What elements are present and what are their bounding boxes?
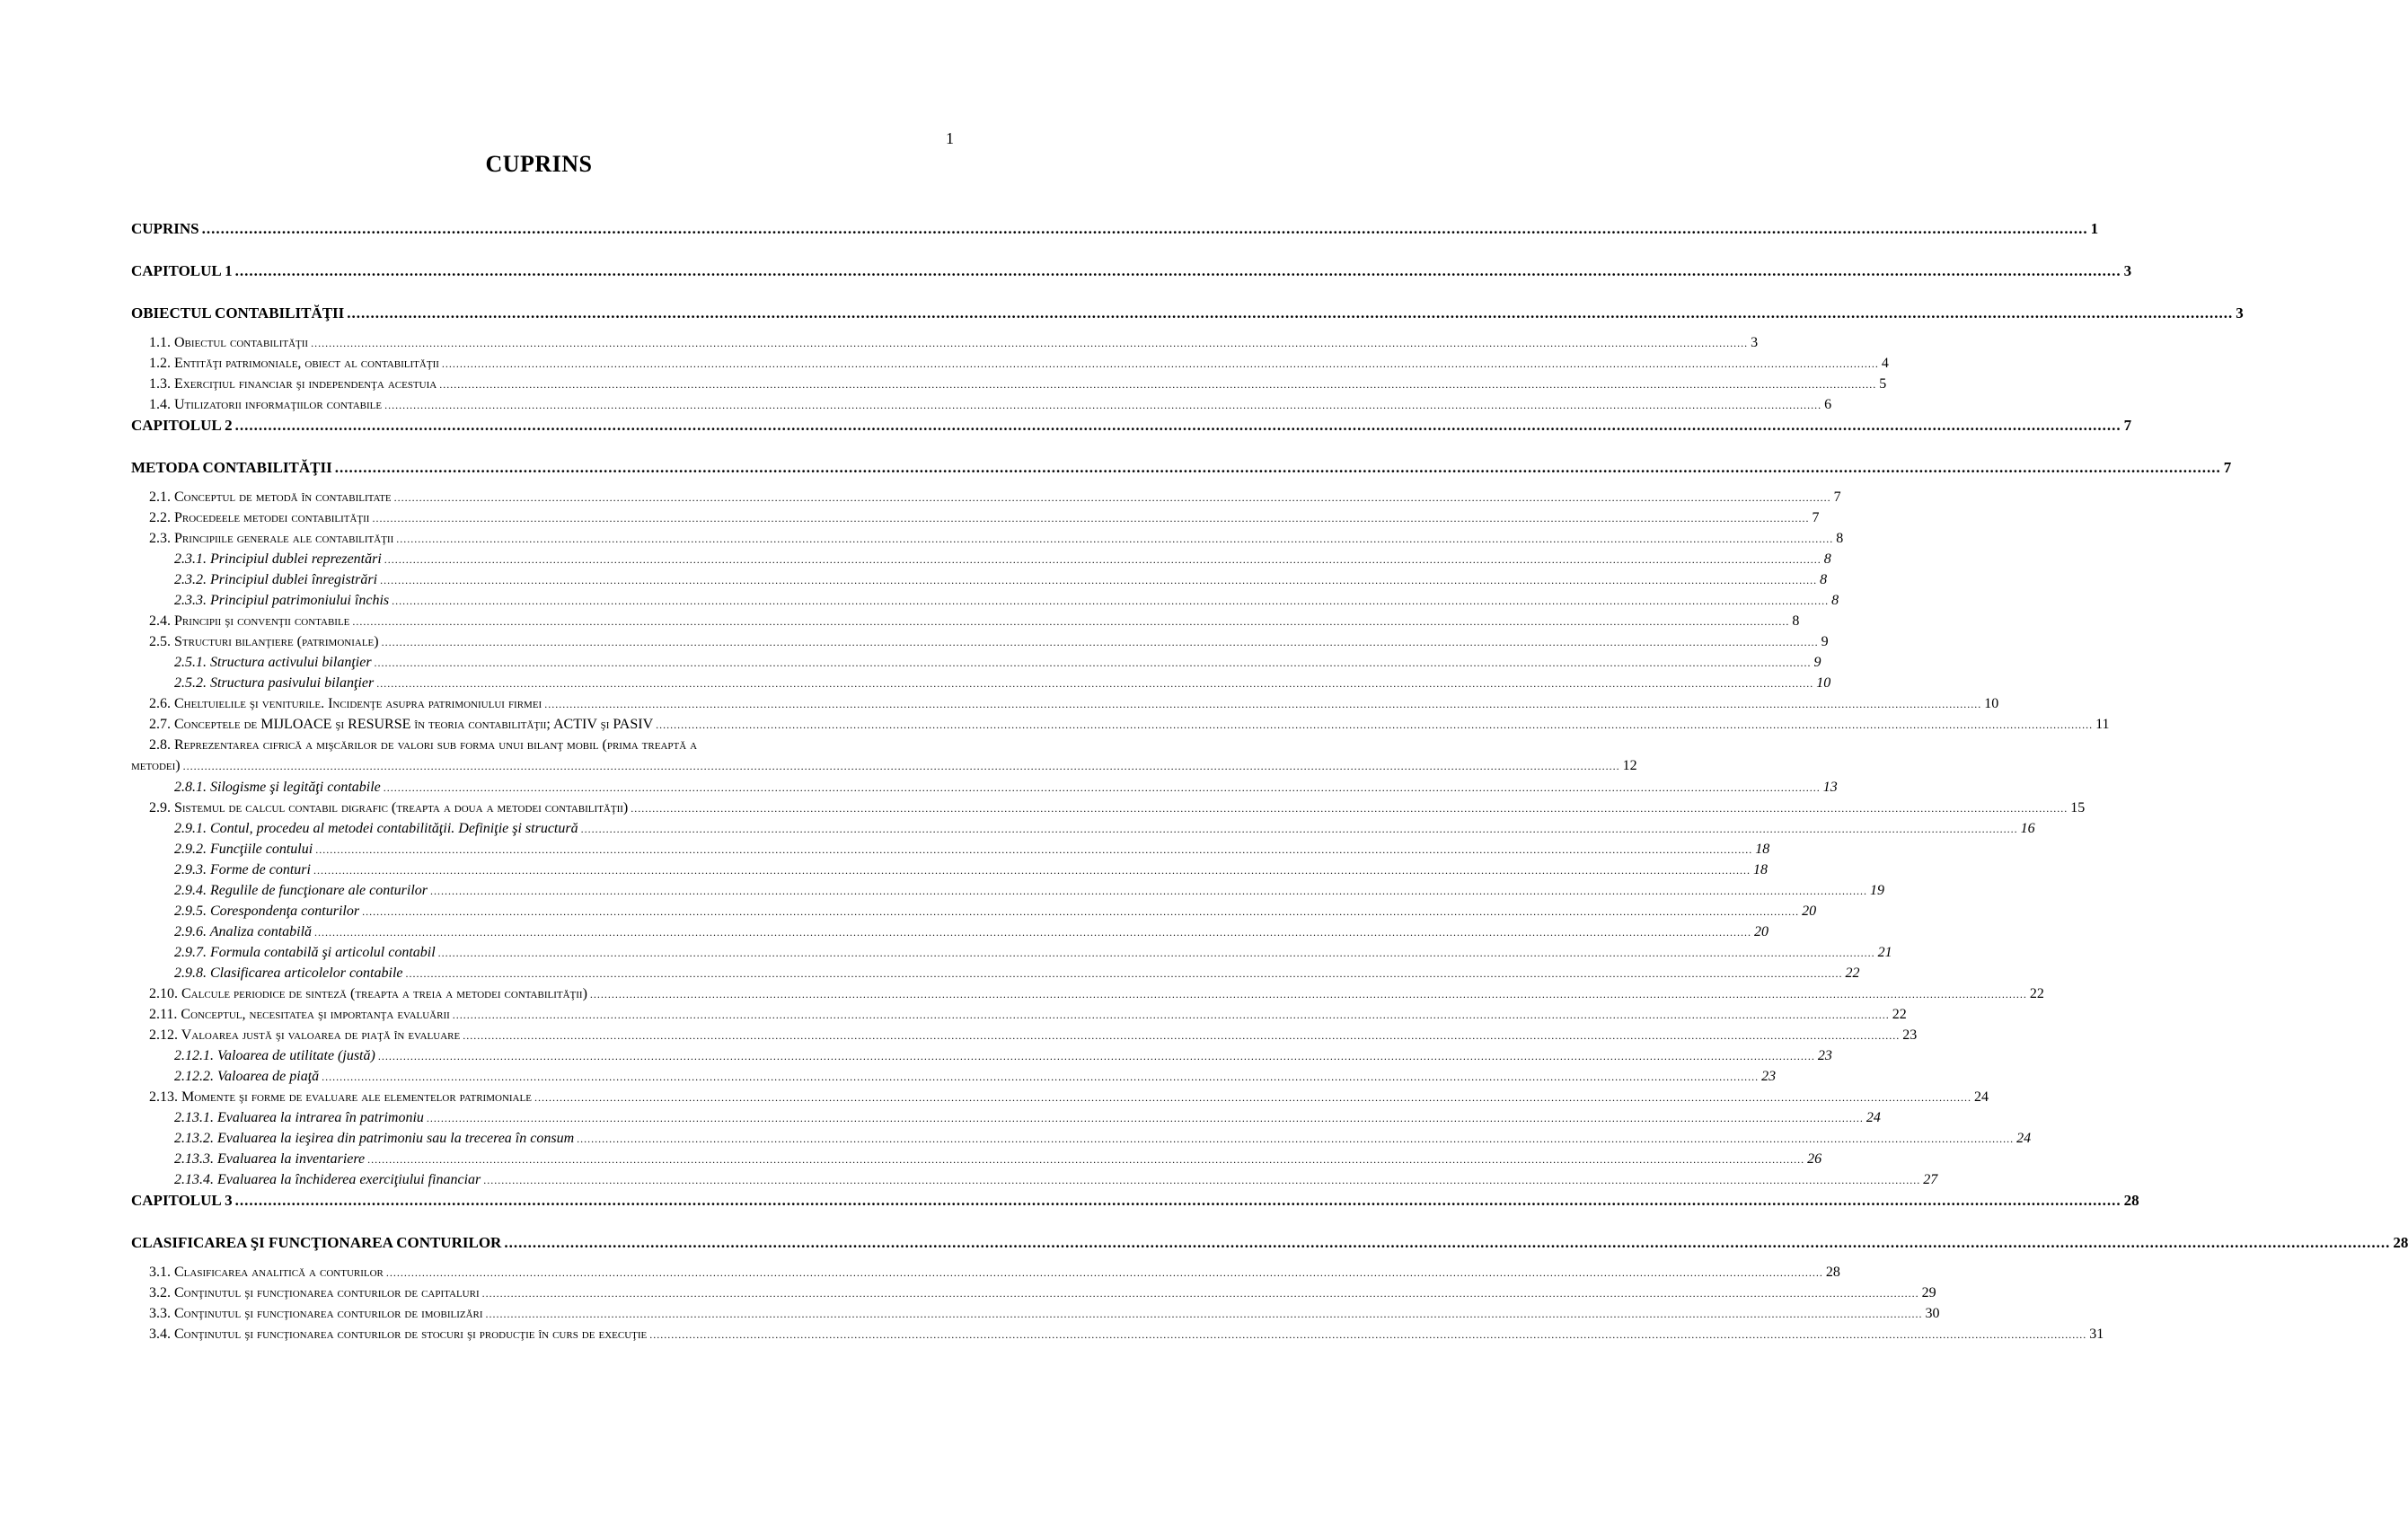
dot-leader: ................................................................................................................................................................................................................................................................................................................................................................................................................ bbox=[483, 1174, 1921, 1186]
toc-entry-title: 2.9.6. Analiza contabilă bbox=[174, 924, 313, 939]
dot-leader: ................................................................................................................................................................................................................................................................................................................................................................................................................ bbox=[315, 843, 1753, 856]
toc-entry[interactable] bbox=[131, 1107, 1881, 1128]
toc-entry[interactable] bbox=[131, 1128, 2032, 1149]
dot-leader: ................................................................................................................................................................................................................................................................................................................................................................................................................ bbox=[580, 823, 2018, 835]
toc-entry[interactable] bbox=[131, 1190, 2139, 1211]
toc-entry-title: 3.2. Conţinutul şi funcţionarea conturilor de capitaluri bbox=[149, 1285, 480, 1300]
toc-entry-page: 28 bbox=[2123, 1192, 2139, 1209]
toc-entry-title: 2.3.3. Principiul patrimoniului închis bbox=[174, 593, 390, 608]
toc-entry-page: 8 bbox=[1792, 613, 1800, 629]
dot-leader: ................................................................................................................................................................................................................................................................................................................................................................................................................ bbox=[577, 1133, 2015, 1145]
toc-entry-page: 22 bbox=[1892, 1007, 1907, 1022]
toc-entry-page: 7 bbox=[2223, 459, 2232, 476]
toc-entry-page: 8 bbox=[1831, 593, 1839, 608]
toc-entry-title: 2.9.8. Clasificarea articolelor contabile bbox=[174, 965, 403, 981]
toc-entry[interactable] bbox=[131, 942, 1892, 963]
dot-leader: ................................................................................................................................................................................................................................................................................................................................................................................................................ bbox=[352, 615, 1790, 628]
toc-entry[interactable] bbox=[131, 714, 2110, 735]
toc-entry[interactable] bbox=[131, 1283, 1936, 1303]
toc-entry-title: 2.9. Sistemul de calcul contabil digrafic (treapta a doua a metodei contabilităţii) bbox=[149, 800, 629, 815]
toc-entry-title: CAPITOLUL 3 bbox=[131, 1192, 233, 1209]
dot-leader: ................................................................................................................................................................................................................................................................................................................................................................................................................ bbox=[441, 357, 1879, 370]
toc-entry[interactable] bbox=[131, 798, 2086, 818]
toc-entry[interactable] bbox=[131, 590, 1839, 611]
toc-entry[interactable] bbox=[131, 1045, 1832, 1066]
toc-entry-title: CAPITOLUL 2 bbox=[131, 417, 233, 434]
toc-entry[interactable] bbox=[131, 1149, 1822, 1169]
dot-leader: ................................................................................................................................................................................................................................................................................................................................................................................................................ bbox=[384, 553, 1821, 566]
toc-entry-title: CAPITOLUL 1 bbox=[131, 262, 233, 279]
toc-entry-page: 20 bbox=[1802, 904, 1817, 919]
page-title: CUPRINS bbox=[485, 151, 593, 177]
toc-entry-title: 2.8.1. Silogisme şi legităţi contabile bbox=[174, 780, 381, 795]
toc-entry-page: 19 bbox=[1870, 883, 1885, 898]
toc-entry-title: 2.12. Valoarea justă şi valoarea de piaţă în evaluare bbox=[149, 1027, 461, 1043]
dot-leader: ................................................................................................................................................................................................................................................................................................................................................................................................................ bbox=[481, 1287, 1919, 1300]
dot-leader: ................................................................................................................................................................................................................................................................................................................................................................................................................ bbox=[631, 802, 2068, 815]
toc-entry-page: 7 bbox=[1812, 510, 1820, 525]
toc-entry[interactable] bbox=[131, 611, 1800, 631]
toc-entry-page: 4 bbox=[1881, 356, 1889, 371]
toc-entry-title: 2.11. Conceptul, necesitatea şi importanţa evaluării bbox=[149, 1007, 450, 1022]
toc-entry-page: 29 bbox=[1921, 1285, 1936, 1300]
toc-entry[interactable] bbox=[131, 777, 1838, 798]
toc-entry[interactable] bbox=[131, 528, 1844, 549]
toc-entry-title: 3.1. Clasificarea analitică a conturilor bbox=[149, 1265, 384, 1280]
toc-entry[interactable] bbox=[131, 1087, 1989, 1107]
toc-entry-title: 2.9.3. Forme de conturi bbox=[174, 862, 311, 877]
toc-entry-page: 8 bbox=[1836, 531, 1844, 546]
dot-leader: ................................................................................................................................................................................................................................................................................................................................................................................................................ bbox=[362, 905, 1800, 918]
toc-entry-page: 1 bbox=[2090, 220, 2099, 237]
toc-entry-page: 28 bbox=[1825, 1265, 1840, 1280]
toc-entry-page: 16 bbox=[2020, 821, 2035, 836]
toc-entry-wrapped[interactable] bbox=[131, 735, 1637, 777]
dot-leader: ................................................................................................................................................................................................................................................................................................................................................................................................................ bbox=[430, 885, 1868, 897]
toc-entry-page: 5 bbox=[1879, 376, 1887, 392]
toc-entry[interactable] bbox=[131, 1303, 1940, 1324]
toc-entry[interactable] bbox=[131, 1324, 2104, 1344]
toc-entry[interactable] bbox=[131, 507, 1820, 528]
dot-leader: ................................................................................................................................................................................................................................................................................................................................................................................................................ bbox=[463, 1029, 1901, 1042]
dot-leader: ................................................................................................................................................................................................................................................................................................................................................................................................................ bbox=[485, 1308, 1923, 1320]
dot-leader: ................................................................................................................................................................................................................................................................................................................................................................................................................ bbox=[405, 967, 1843, 980]
toc-entry-page: 3 bbox=[2236, 304, 2244, 322]
dot-leader: ................................................................................................................................................................................................................................................................................................................................................................................................................ bbox=[504, 1234, 2391, 1251]
toc-entry-title: 2.9.1. Contul, procedeu al metodei contabilităţii. Definiţie şi structură bbox=[174, 821, 578, 836]
toc-entry-page: 27 bbox=[1923, 1172, 1938, 1187]
toc-entry-page: 10 bbox=[1816, 675, 1831, 691]
toc-entry-page: 23 bbox=[1902, 1027, 1918, 1043]
toc-entry-page: 24 bbox=[1866, 1110, 1881, 1125]
toc-entry-page: 18 bbox=[1752, 862, 1768, 877]
toc-entry-title: 1.2. Entităţi patrimoniale, obiect al contabilităţii bbox=[149, 356, 439, 371]
toc-entry[interactable] bbox=[131, 818, 2035, 839]
toc-entry-title: CLASIFICAREA ŞI FUNCŢIONAREA CONTURILOR bbox=[131, 1234, 502, 1251]
toc-entry[interactable] bbox=[131, 549, 1831, 569]
toc-entry-page: 13 bbox=[1822, 780, 1838, 795]
toc-entry[interactable] bbox=[131, 260, 2132, 281]
toc-entry-title: 2.3. Principiile generale ale contabilităţii bbox=[149, 531, 394, 546]
dot-leader: ................................................................................................................................................................................................................................................................................................................................................................................................................ bbox=[534, 1091, 1971, 1104]
toc-entry-page: 31 bbox=[2089, 1327, 2104, 1342]
toc-entry-page: 12 bbox=[1622, 758, 1637, 773]
toc-entry[interactable] bbox=[131, 218, 2099, 239]
toc-entry-title: metodei) bbox=[131, 758, 181, 773]
toc-entry-title: 2.9.4. Regulile de funcţionare ale conturilor bbox=[174, 883, 428, 898]
toc-entry-title: 2.13. Momente şi forme de evaluare ale elementelor patrimoniale bbox=[149, 1089, 532, 1105]
toc-entry[interactable] bbox=[131, 673, 1831, 693]
dot-leader: ................................................................................................................................................................................................................................................................................................................................................................................................................ bbox=[383, 781, 1821, 794]
toc-entry-title: 2.13.4. Evaluarea la închiderea exerciţiului financiar bbox=[174, 1172, 481, 1187]
toc-entry[interactable] bbox=[131, 983, 2044, 1004]
toc-entry-page: 22 bbox=[2029, 986, 2044, 1001]
toc-entry[interactable] bbox=[131, 859, 1768, 880]
toc-entry-title: 2.3.2. Principiul dublei înregistrări bbox=[174, 572, 378, 587]
dot-leader: ................................................................................................................................................................................................................................................................................................................................................................................................................ bbox=[393, 491, 1831, 504]
toc-entry-title: OBIECTUL CONTABILITĂŢII bbox=[131, 304, 345, 322]
dot-leader: ................................................................................................................................................................................................................................................................................................................................................................................................................ bbox=[452, 1009, 1890, 1021]
toc-entry-title: 2.12.2. Valoarea de piaţă bbox=[174, 1069, 320, 1084]
toc-entry-title: 2.4. Principii şi convenţii contabile bbox=[149, 613, 350, 629]
toc-entry[interactable] bbox=[131, 1262, 1840, 1283]
toc-entry-title: 2.2. Procedeele metodei contabilităţii bbox=[149, 510, 370, 525]
toc-entry-page: 20 bbox=[1754, 924, 1769, 939]
toc-entry-page: 28 bbox=[2393, 1234, 2408, 1251]
dot-leader: ................................................................................................................................................................................................................................................................................................................................................................................................................ bbox=[367, 1153, 1805, 1166]
dot-leader: ................................................................................................................................................................................................................................................................................................................................................................................................................ bbox=[384, 399, 1822, 411]
dot-leader: ................................................................................................................................................................................................................................................................................................................................................................................................................ bbox=[589, 988, 2027, 1001]
toc-entry[interactable] bbox=[131, 353, 1889, 374]
toc-entry-title: 3.4. Conţinutul şi funcţionarea conturilor de stocuri şi producţie în curs de execuţie bbox=[149, 1327, 648, 1342]
toc-entry-page: 30 bbox=[1925, 1306, 1940, 1321]
toc-entry[interactable] bbox=[131, 1004, 1907, 1025]
dot-leader: ................................................................................................................................................................................................................................................................................................................................................................................................................ bbox=[334, 459, 2221, 476]
toc-entry-page: 11 bbox=[2095, 717, 2110, 732]
toc-entry-title: 2.7. Conceptele de MIJLOACE şi RESURSE în teoria contabilităţii; ACTIV şi PASIV bbox=[149, 717, 654, 732]
toc-entry-page: 9 bbox=[1813, 655, 1821, 670]
toc-entry-title: 2.10. Calcule periodice de sinteză (treapta a treia a metodei contabilităţii) bbox=[149, 986, 587, 1001]
toc-entry[interactable] bbox=[131, 963, 1860, 983]
toc-entry[interactable] bbox=[131, 487, 1841, 507]
toc-entry-page: 6 bbox=[1824, 397, 1832, 412]
toc-entry-title: 2.5.1. Structura activului bilanţier bbox=[174, 655, 372, 670]
toc-entry-page: 3 bbox=[2123, 262, 2132, 279]
toc-entry-title: 2.3.1. Principiul dublei reprezentări bbox=[174, 551, 382, 567]
dot-leader: ................................................................................................................................................................................................................................................................................................................................................................................................................ bbox=[374, 657, 1812, 669]
toc-entry[interactable] bbox=[131, 693, 1999, 714]
toc-entry-page: 23 bbox=[1817, 1048, 1832, 1063]
toc-entry[interactable] bbox=[131, 1169, 1938, 1190]
toc-entry[interactable] bbox=[131, 374, 1887, 394]
toc-entry-title: 2.5. Structuri bilanţiere (patrimoniale) bbox=[149, 634, 379, 649]
dot-leader: ................................................................................................................................................................................................................................................................................................................................................................................................................ bbox=[201, 220, 2088, 237]
toc-entry-title: METODA CONTABILITĂŢII bbox=[131, 459, 332, 476]
toc-entry-page: 24 bbox=[1973, 1089, 1989, 1105]
table-of-contents bbox=[131, 218, 2408, 1344]
toc-entry-page: 24 bbox=[2016, 1131, 2032, 1146]
toc-entry-title: 1.3. Exerciţiul financiar şi independenţa acestuia bbox=[149, 376, 437, 392]
toc-entry-title: 1.1. Obiectul contabilităţii bbox=[149, 335, 309, 350]
toc-entry[interactable] bbox=[131, 394, 1832, 415]
dot-leader: ................................................................................................................................................................................................................................................................................................................................................................................................................ bbox=[322, 1071, 1760, 1083]
toc-entry-page: 7 bbox=[2123, 417, 2132, 434]
toc-entry-page: 9 bbox=[1821, 634, 1829, 649]
toc-entry-title: 2.6. Cheltuielile şi veniturile. Incidenţe asupra patrimoniului firmei bbox=[149, 696, 542, 711]
dot-leader: ................................................................................................................................................................................................................................................................................................................................................................................................................ bbox=[234, 262, 2121, 279]
toc-entry[interactable] bbox=[131, 880, 1885, 901]
toc-entry[interactable] bbox=[131, 303, 2244, 323]
dot-leader: ................................................................................................................................................................................................................................................................................................................................................................................................................ bbox=[377, 1050, 1815, 1062]
toc-entry-page: 26 bbox=[1807, 1151, 1822, 1167]
toc-entry[interactable] bbox=[131, 569, 1828, 590]
dot-leader: ................................................................................................................................................................................................................................................................................................................................................................................................................ bbox=[385, 1266, 1823, 1279]
dot-leader: ................................................................................................................................................................................................................................................................................................................................................................................................................ bbox=[234, 1192, 2121, 1209]
toc-entry-title: 1.4. Utilizatorii informaţiilor contabile bbox=[149, 397, 383, 412]
toc-entry[interactable] bbox=[131, 1232, 2408, 1253]
toc-entry-page: 18 bbox=[1755, 842, 1770, 857]
toc-entry-title: 2.9.5. Corespondenţa conturilor bbox=[174, 904, 360, 919]
toc-entry-page: 15 bbox=[2070, 800, 2086, 815]
toc-entry-title: 2.13.2. Evaluarea la ieşirea din patrimoniu sau la trecerea în consum bbox=[174, 1131, 575, 1146]
toc-entry-title-line1: 2.8. Reprezentarea cifrică a mişcărilor de valori sub forma unui bilanţ mobil (prima treaptă a bbox=[149, 737, 698, 753]
toc-entry-page: 3 bbox=[1751, 335, 1759, 350]
toc-entry-page: 23 bbox=[1761, 1069, 1777, 1084]
toc-entry-title: 2.13.3. Evaluarea la inventariere bbox=[174, 1151, 366, 1167]
dot-leader: ................................................................................................................................................................................................................................................................................................................................................................................................................ bbox=[396, 533, 1834, 545]
toc-entry[interactable] bbox=[131, 415, 2132, 436]
dot-leader: ................................................................................................................................................................................................................................................................................................................................................................................................................ bbox=[347, 304, 2234, 322]
toc-entry-title: 2.13.1. Evaluarea la intrarea în patrimoniu bbox=[174, 1110, 424, 1125]
toc-entry[interactable] bbox=[131, 652, 1821, 673]
toc-entry-title: 3.3. Conţinutul şi funcţionarea conturilor de imobilizări bbox=[149, 1306, 483, 1321]
toc-entry-page: 8 bbox=[1823, 551, 1831, 567]
dot-leader: ................................................................................................................................................................................................................................................................................................................................................................................................................ bbox=[381, 636, 1819, 648]
toc-entry-title: CUPRINS bbox=[131, 220, 199, 237]
toc-entry[interactable] bbox=[131, 755, 1637, 777]
toc-entry-page: 21 bbox=[1877, 945, 1892, 960]
toc-entry[interactable] bbox=[131, 901, 1817, 921]
toc-entry[interactable] bbox=[131, 332, 1759, 353]
toc-entry[interactable] bbox=[131, 1066, 1777, 1087]
dot-leader: ................................................................................................................................................................................................................................................................................................................................................................................................................ bbox=[314, 926, 1752, 939]
dot-leader: ................................................................................................................................................................................................................................................................................................................................................................................................................ bbox=[426, 1112, 1864, 1124]
dot-leader: ................................................................................................................................................................................................................................................................................................................................................................................................................ bbox=[437, 947, 1875, 959]
dot-leader: ................................................................................................................................................................................................................................................................................................................................................................................................................ bbox=[380, 574, 1818, 586]
toc-entry-page: 7 bbox=[1833, 489, 1841, 505]
dot-leader: ................................................................................................................................................................................................................................................................................................................................................................................................................ bbox=[376, 677, 1814, 690]
toc-entry[interactable] bbox=[131, 457, 2232, 478]
toc-entry-page: 8 bbox=[1820, 572, 1828, 587]
page-number: 1 bbox=[946, 129, 954, 147]
toc-entry[interactable] bbox=[131, 921, 1769, 942]
toc-entry-title: 2.5.2. Structura pasivului bilanţier bbox=[174, 675, 375, 691]
toc-entry[interactable] bbox=[131, 631, 1829, 652]
toc-entry-title: 2.1. Conceptul de metodă în contabilitate bbox=[149, 489, 392, 505]
dot-leader: ................................................................................................................................................................................................................................................................................................................................................................................................................ bbox=[311, 337, 1749, 349]
dot-leader: ................................................................................................................................................................................................................................................................................................................................................................................................................ bbox=[649, 1328, 2087, 1341]
toc-entry-page: 10 bbox=[1984, 696, 1999, 711]
toc-entry[interactable] bbox=[131, 839, 1770, 859]
dot-leader: ................................................................................................................................................................................................................................................................................................................................................................................................................ bbox=[234, 417, 2121, 434]
toc-entry[interactable] bbox=[131, 1025, 1918, 1045]
dot-leader: ................................................................................................................................................................................................................................................................................................................................................................................................................ bbox=[392, 595, 1830, 607]
toc-entry-title: 2.9.7. Formula contabilă şi articolul contabil bbox=[174, 945, 436, 960]
dot-leader: ................................................................................................................................................................................................................................................................................................................................................................................................................ bbox=[439, 378, 1877, 391]
dot-leader: ................................................................................................................................................................................................................................................................................................................................................................................................................ bbox=[313, 864, 1751, 877]
dot-leader: ................................................................................................................................................................................................................................................................................................................................................................................................................ bbox=[182, 760, 1620, 772]
dot-leader: ................................................................................................................................................................................................................................................................................................................................................................................................................ bbox=[656, 718, 2094, 731]
toc-entry-page: 22 bbox=[1845, 965, 1860, 981]
dot-leader: ................................................................................................................................................................................................................................................................................................................................................................................................................ bbox=[544, 698, 1982, 710]
toc-entry-title: 2.9.2. Funcţiile contului bbox=[174, 842, 313, 857]
dot-leader: ................................................................................................................................................................................................................................................................................................................................................................................................................ bbox=[372, 512, 1810, 524]
toc-entry-title: 2.12.1. Valoarea de utilitate (justă) bbox=[174, 1048, 375, 1063]
